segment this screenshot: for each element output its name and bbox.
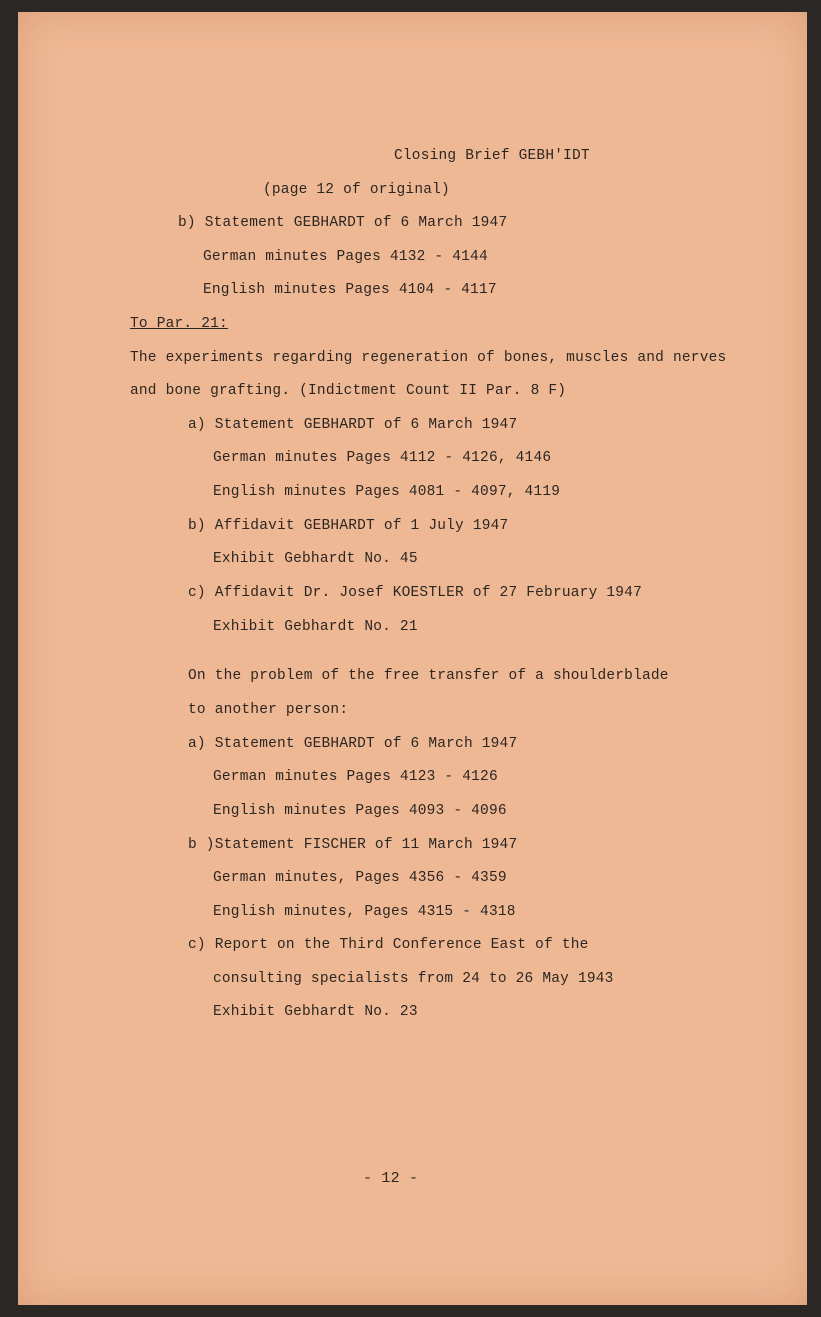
german-minutes-line: German minutes, Pages 4356 - 4359: [213, 870, 507, 886]
page-number: - 12 -: [363, 1170, 419, 1187]
affidavit-line: b) Affidavit GEBHARDT of 1 July 1947: [188, 518, 509, 534]
report-line: consulting specialists from 24 to 26 May 1943: [213, 971, 614, 987]
german-minutes-line: German minutes Pages 4123 - 4126: [213, 769, 498, 785]
exhibit-line: Exhibit Gebhardt No. 23: [213, 1004, 418, 1020]
paragraph-line: to another person:: [188, 702, 349, 718]
exhibit-line: Exhibit Gebhardt No. 21: [213, 619, 418, 635]
statement-line: b) Statement GEBHARDT of 6 March 1947: [178, 215, 508, 231]
german-minutes-line: German minutes Pages 4132 - 4144: [203, 249, 488, 265]
german-minutes-line: German minutes Pages 4112 - 4126, 4146: [213, 450, 552, 466]
english-minutes-line: English minutes, Pages 4315 - 4318: [213, 904, 516, 920]
paragraph-line: The experiments regarding regeneration of bones, muscles and nerves: [130, 350, 727, 366]
document-title: Closing Brief GEBH'IDT: [394, 148, 590, 164]
document-subtitle: (page 12 of original): [263, 182, 450, 198]
affidavit-line: c) Affidavit Dr. Josef KOESTLER of 27 February 1947: [188, 585, 642, 601]
report-line: c) Report on the Third Conference East of the: [188, 937, 589, 953]
statement-line: a) Statement GEBHARDT of 6 March 1947: [188, 736, 518, 752]
paragraph-line: and bone grafting. (Indictment Count II Par. 8 F): [130, 383, 567, 399]
paragraph-line: On the problem of the free transfer of a shoulderblade: [188, 668, 669, 684]
document-page: [18, 12, 807, 1305]
english-minutes-line: English minutes Pages 4104 - 4117: [203, 282, 497, 298]
statement-line: a) Statement GEBHARDT of 6 March 1947: [188, 417, 518, 433]
english-minutes-line: English minutes Pages 4081 - 4097, 4119: [213, 484, 561, 500]
statement-line: b )Statement FISCHER of 11 March 1947: [188, 837, 518, 853]
exhibit-line: Exhibit Gebhardt No. 45: [213, 551, 418, 567]
english-minutes-line: English minutes Pages 4093 - 4096: [213, 803, 507, 819]
section-heading: To Par. 21:: [130, 316, 228, 332]
